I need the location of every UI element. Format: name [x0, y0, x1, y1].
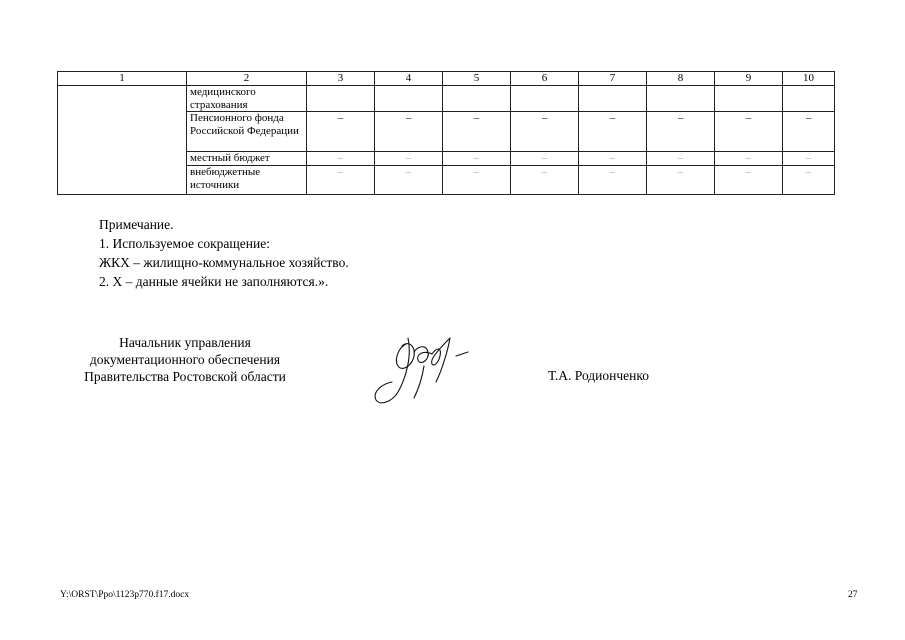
table-cell: – [647, 112, 715, 152]
table-cell: – [307, 112, 375, 152]
table-cell: – [307, 152, 375, 166]
note-title: Примечание. [99, 217, 174, 232]
row-label: местный бюджет [187, 152, 307, 166]
header-cell: 7 [579, 72, 647, 86]
signer-name: Т.А. Родионченко [548, 368, 649, 383]
table-cell: – [307, 166, 375, 195]
header-cell: 4 [375, 72, 443, 86]
table-cell: – [715, 152, 783, 166]
page-number: 27 [848, 590, 858, 600]
table-cell: – [375, 152, 443, 166]
table-cell [715, 86, 783, 112]
table-cell: – [783, 166, 835, 195]
table-cell: – [579, 112, 647, 152]
table-cell [443, 86, 511, 112]
header-cell: 1 [58, 72, 187, 86]
position-line: Правительства Ростовской области [84, 369, 286, 384]
table-cell [511, 86, 579, 112]
table-cell: – [579, 152, 647, 166]
header-cell: 8 [647, 72, 715, 86]
note-block [99, 215, 349, 291]
position-line: Начальник управления [119, 335, 251, 350]
table-cell: – [715, 166, 783, 195]
table-cell [783, 86, 835, 112]
empty-cell [58, 86, 187, 195]
table-cell: – [783, 152, 835, 166]
handwritten-signature [368, 326, 480, 410]
data-table [57, 71, 835, 195]
header-cell: 9 [715, 72, 783, 86]
table-header-row [58, 72, 835, 86]
table-cell: – [579, 166, 647, 195]
table-cell: – [443, 152, 511, 166]
table-cell: – [443, 166, 511, 195]
note-line: ЖКХ – жилищно-коммунальное хозяйство. [99, 255, 349, 270]
table-cell: – [375, 112, 443, 152]
note-line: 1. Используемое сокращение: [99, 236, 270, 251]
table-cell: – [511, 112, 579, 152]
row-label: Пенсионного фонда Российской Федерации [187, 112, 307, 152]
table-cell [647, 86, 715, 112]
table-cell: – [647, 166, 715, 195]
header-cell: 5 [443, 72, 511, 86]
header-cell: 6 [511, 72, 579, 86]
table-cell [375, 86, 443, 112]
position-line: документационного обеспечения [89, 352, 281, 367]
footer-file-path: Y:\ORST\Ppo\1123p770.f17.docx [60, 590, 190, 600]
header-cell: 3 [307, 72, 375, 86]
table-cell: – [715, 112, 783, 152]
header-cell: 2 [187, 72, 307, 86]
table-cell [579, 86, 647, 112]
header-cell: 10 [783, 72, 835, 86]
table-cell: – [511, 166, 579, 195]
signer-position [60, 334, 310, 385]
row-label: внебюджетные источники [187, 166, 307, 195]
note-line: 2. Х – данные ячейки не заполняются.». [99, 274, 329, 289]
table-cell [307, 86, 375, 112]
table-cell: – [647, 152, 715, 166]
table-cell: – [783, 112, 835, 152]
table-cell: – [443, 112, 511, 152]
row-label: медицинского страхования [187, 86, 307, 112]
table-cell: – [375, 166, 443, 195]
table-cell: – [511, 152, 579, 166]
table-row [58, 86, 835, 112]
